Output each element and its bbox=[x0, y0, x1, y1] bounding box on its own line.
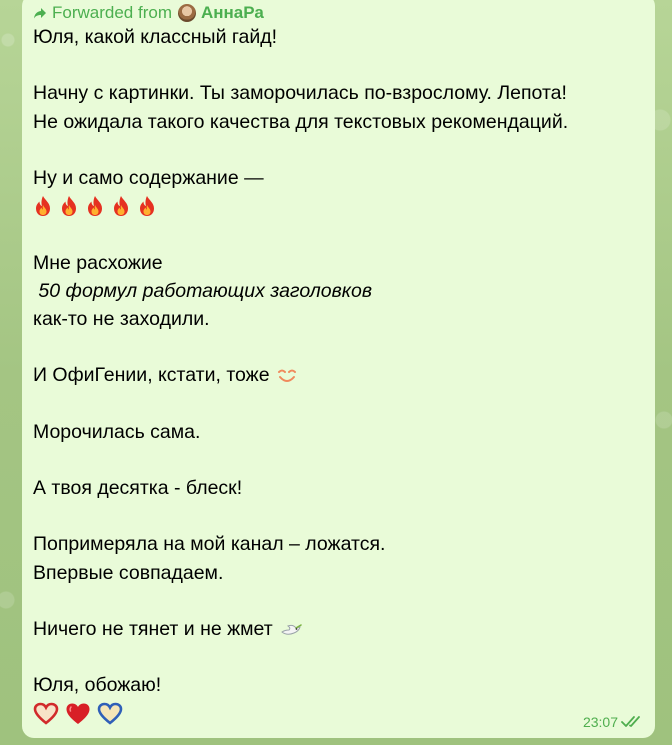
fire-icon bbox=[59, 195, 79, 217]
fire-icon bbox=[85, 195, 105, 217]
text-line: Начну с картинки. Ты заморочилась по-взрослому. Лепота! bbox=[33, 82, 567, 105]
dove-icon bbox=[279, 620, 303, 640]
text-line: Впервые совпадаем. bbox=[33, 561, 224, 584]
blank-line bbox=[33, 643, 643, 671]
blank-line bbox=[33, 220, 643, 248]
forward-arrow-icon bbox=[33, 6, 47, 20]
blank-line bbox=[33, 51, 643, 79]
text-line: Ну и само содержание — bbox=[33, 166, 264, 189]
text-line: Мне расхожие bbox=[33, 251, 163, 274]
fire-icon bbox=[137, 195, 157, 217]
blank-line bbox=[33, 333, 643, 361]
text-line-with-emoji bbox=[33, 361, 643, 389]
blank-line bbox=[33, 446, 643, 474]
text-line: Юля, обожаю! bbox=[33, 674, 162, 697]
text-line: И ОфиГении, кстати, тоже bbox=[33, 364, 270, 387]
italic-text-line: 50 формул работающих заголовков bbox=[33, 279, 373, 302]
blue-yellow-heart-icon bbox=[97, 702, 123, 726]
fire-icon bbox=[111, 195, 131, 217]
message-text bbox=[33, 23, 643, 728]
avatar[interactable] bbox=[178, 4, 196, 22]
blank-line bbox=[33, 136, 643, 164]
fire-emoji-row bbox=[33, 192, 643, 220]
read-double-check-icon bbox=[621, 715, 645, 729]
text-line: Морочилась сама. bbox=[33, 420, 201, 443]
forwarded-source-name[interactable]: АннаРа bbox=[200, 3, 264, 22]
fire-icon bbox=[33, 195, 53, 217]
red-heart-icon bbox=[65, 702, 91, 726]
text-line: Не ожидала такого качества для текстовых рекомендаций. bbox=[33, 110, 569, 133]
blank-line bbox=[33, 587, 643, 615]
text-line: Юля, какой классный гайд! bbox=[33, 26, 278, 48]
forwarded-header[interactable] bbox=[33, 2, 264, 24]
text-line: как-то не заходили. bbox=[33, 307, 210, 330]
text-line: Попримеряла на мой канал – ложатся. bbox=[33, 533, 386, 556]
timestamp: 23:07 bbox=[582, 714, 618, 730]
hearts-emoji-row bbox=[33, 700, 643, 728]
text-line: А твоя десятка - блеск! bbox=[33, 477, 243, 499]
message-time bbox=[583, 714, 645, 730]
forwarded-prefix: Forwarded from bbox=[52, 3, 172, 22]
heart-outline-icon bbox=[33, 702, 59, 726]
text-line: Ничего не тянет и не жмет bbox=[33, 617, 273, 640]
message-bubble[interactable] bbox=[22, 0, 655, 738]
blank-line bbox=[33, 389, 643, 417]
smiling-face-icon bbox=[276, 367, 298, 385]
text-line-with-emoji bbox=[33, 615, 643, 643]
blank-line bbox=[33, 502, 643, 530]
